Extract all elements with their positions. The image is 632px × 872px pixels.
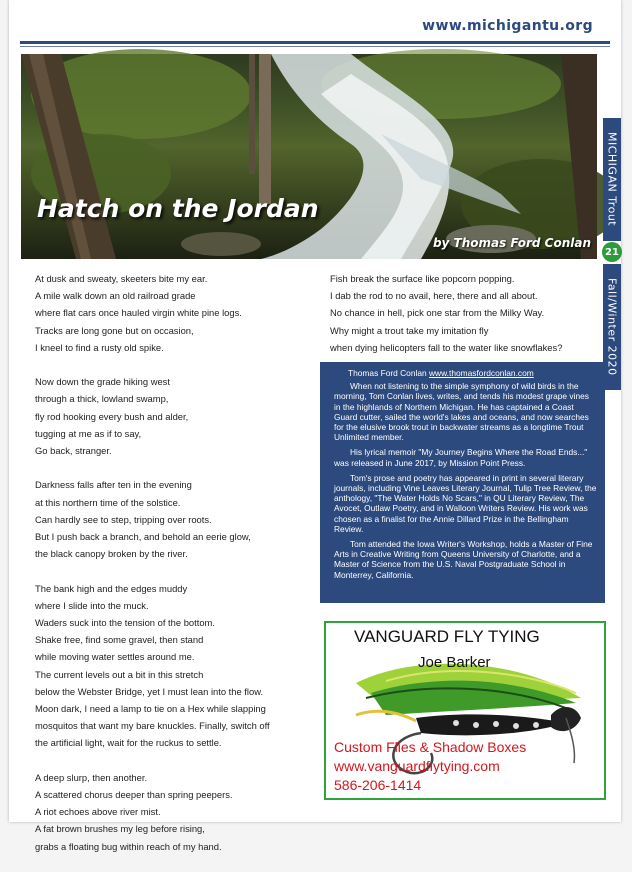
hero-photo	[21, 54, 597, 259]
poem-line: grabs a floating bug within reach of my hand.	[35, 840, 222, 852]
magazine-name: MICHIGAN Trout	[605, 132, 619, 227]
poem-line: The current levels out a bit in this stretch	[35, 668, 204, 680]
poem-column-left	[35, 270, 270, 872]
bio-paragraph: When not listening to the simple symphony of wild birds in the morning, Tom Conlan lives, writes, and tends his modest grape vines in the highlands of Northern Michigan. He has captained a Coast Guard cutter, sailed the world's lakes and oceans, and now searches for the elusive brook trout in backwater streams as a longtime Trout Unlimited member.	[334, 381, 589, 443]
poem-line: Why might a trout take my imitation fly	[330, 324, 489, 336]
poem-line: below the Webster Bridge, yet I must lean into the flow.	[35, 685, 264, 697]
poem-line: while moving water settles around me.	[35, 651, 195, 663]
magazine-page	[9, 0, 621, 852]
poem-line: Fish break the surface like popcorn popping.	[330, 273, 515, 284]
poem-stanza	[330, 270, 562, 356]
poem-line: the black canopy broken by the river.	[35, 548, 188, 560]
poem-line: when dying helicopters fall to the water like snowflakes?	[330, 341, 563, 353]
poem-column-right	[330, 270, 562, 373]
poem-line: Darkness falls after ten in the evening	[35, 479, 192, 491]
header-rule-thin	[20, 46, 610, 47]
poem-line: fly rod hooking every bush and alder,	[35, 410, 189, 422]
ad-phone[interactable]: 586-206-1414	[334, 777, 422, 793]
poem-line: where flat cars once hauled virgin white pine logs.	[35, 307, 242, 319]
bio-header	[334, 368, 597, 378]
stream-illustration	[21, 54, 597, 259]
poem-line: the artificial light, wait for the ruckus to settle.	[35, 737, 222, 749]
poem-line: At dusk and sweaty, skeeters bite my ear.	[35, 273, 208, 284]
article-title: Hatch on the Jordan	[37, 194, 319, 223]
poem-line: tugging at me as if to say,	[35, 427, 142, 439]
bio-paragraph: His lyrical memoir "My Journey Begins Where the Road Ends..." was released in June 2017, by Mission Point Press.	[334, 447, 588, 468]
poem-line: Moon dark, I need a lamp to tie on a Hex while slapping	[35, 703, 266, 715]
poem-stanza	[35, 270, 270, 356]
magazine-name-tab	[603, 118, 621, 241]
ad-title: VANGUARD FLY TYING	[354, 627, 540, 646]
ad-website[interactable]: www.vanguardflytying.com	[334, 758, 500, 774]
ad-contact-name: Joe Barker	[418, 654, 491, 671]
header-rule	[20, 41, 610, 44]
poem-line: A fat brown brushes my leg before rising,	[35, 823, 205, 835]
bio-paragraph: Tom attended the Iowa Writer's Workshop, holds a Master of Fine Arts in Creative Writing from Queens University of Charlotte, and a Master of Science from the U.S. Naval Postgraduate School in Monterrey, California.	[334, 539, 593, 580]
poem-line: A scattered chorus deeper than spring peepers.	[35, 789, 233, 801]
bio-author-name: Thomas Ford Conlan	[348, 368, 427, 378]
poem-line: A riot echoes above river mist.	[35, 806, 161, 818]
poem-line: The bank high and the edges muddy	[35, 582, 188, 594]
poem-line: Go back, stranger.	[35, 445, 112, 457]
poem-line: at this northern time of the solstice.	[35, 496, 181, 508]
article-byline: by Thomas Ford Conlan	[432, 236, 591, 250]
bio-author-link[interactable]: www.thomasfordconlan.com	[429, 368, 534, 378]
poem-line: mosquitos that want my bare knuckles. Finally, switch off	[35, 720, 270, 732]
page-number-badge: 21	[602, 242, 622, 262]
bio-paragraph: Tom's prose and poetry has appeared in print in several literary journals, including Vine Leaves Literary Journal, Tulip Tree Review, the anthology, "The Water Holds No Scars," in QU Literary Review, The Avocet, Outlaw Poetry, and in Walloon Writers Review. His work was chosen as a finalist for the Annie Dillard Prize in the Bellingham Review.	[334, 472, 597, 534]
ad-tagline: Custom Flies & Shadow Boxes	[334, 739, 527, 755]
poem-line: A deep slurp, then another.	[35, 771, 148, 783]
poem-line: through a thick, lowland swamp,	[35, 393, 169, 405]
poem-line: Now down the grade hiking west	[35, 376, 170, 388]
issue-tab	[603, 264, 621, 390]
vanguard-fly-tying-ad[interactable]	[324, 621, 606, 800]
poem-stanza	[35, 580, 270, 752]
site-url[interactable]: www.michigantu.org	[422, 18, 593, 34]
poem-line: A mile walk down an old railroad grade	[35, 290, 196, 302]
poem-line: Can hardly see to step, tripping over roots.	[35, 513, 212, 525]
poem-stanza	[35, 476, 270, 562]
poem-line: Tracks are long gone but on occasion,	[35, 324, 194, 336]
issue-label: Fall/Winter 2020	[605, 278, 619, 376]
poem-stanza	[35, 769, 270, 855]
poem-line: But I push back a branch, and behold an eerie glow,	[35, 531, 251, 543]
poem-line: where I slide into the muck.	[35, 599, 149, 611]
poem-line: I dab the rod to no avail, here, there and all about.	[330, 290, 538, 302]
poem-line: Waders suck into the tension of the bottom.	[35, 617, 215, 629]
poem-line: Shake free, find some gravel, then stand	[35, 634, 204, 646]
author-bio-box	[320, 362, 605, 603]
poem-line: I kneel to find a rusty old spike.	[35, 341, 164, 353]
poem-stanza	[35, 373, 270, 459]
poem-line: No chance in hell, pick one star from the Milky Way.	[330, 307, 545, 319]
